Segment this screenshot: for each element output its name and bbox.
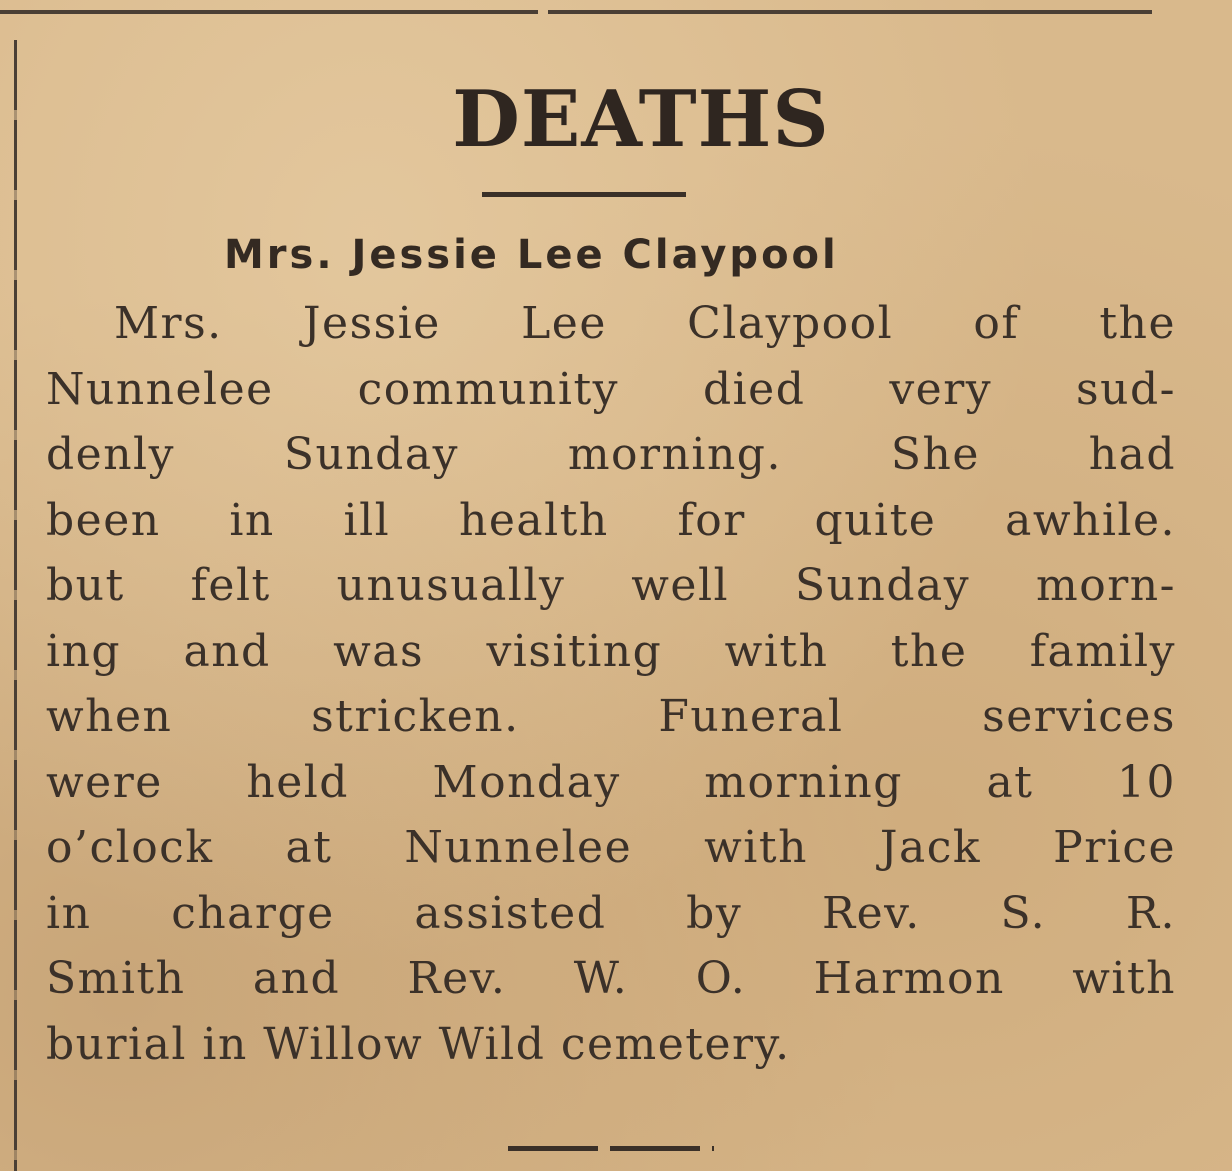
body-line: Nunnelee community died very sud- — [46, 363, 1176, 415]
top-rule-left — [0, 10, 538, 14]
body-line: been in ill health for quite awhile. — [46, 494, 1176, 546]
body-line: Smith and Rev. W. O. Harmon with — [46, 953, 1176, 1004]
obituary-name-heading: Mrs. Jessie Lee Claypool — [224, 232, 839, 278]
obituary-article — [46, 70, 1176, 1077]
body-line: but felt unusually well Sunday morn- — [46, 560, 1176, 611]
bottom-divider — [508, 1146, 714, 1151]
section-heading: DEATHS — [452, 74, 830, 165]
body-line: when stricken. Funeral services — [46, 691, 1176, 742]
obituary-body — [46, 291, 1176, 1077]
body-line: Mrs. Jessie Lee Claypool of the — [114, 298, 1176, 349]
body-line: in charge assisted by Rev. S. R. — [46, 887, 1176, 939]
body-line: were held Monday morning at 10 — [46, 756, 1176, 808]
body-line: o’clock at Nunnelee with Jack Price — [46, 822, 1176, 873]
heading-divider — [482, 192, 686, 197]
body-line: ing and was visiting with the family — [46, 625, 1176, 677]
top-rule-right — [548, 10, 1152, 14]
column-rule — [14, 40, 17, 1171]
body-line: denly Sunday morning. She had — [46, 429, 1176, 480]
body-line: burial in Willow Wild cemetery. — [46, 1018, 791, 1070]
